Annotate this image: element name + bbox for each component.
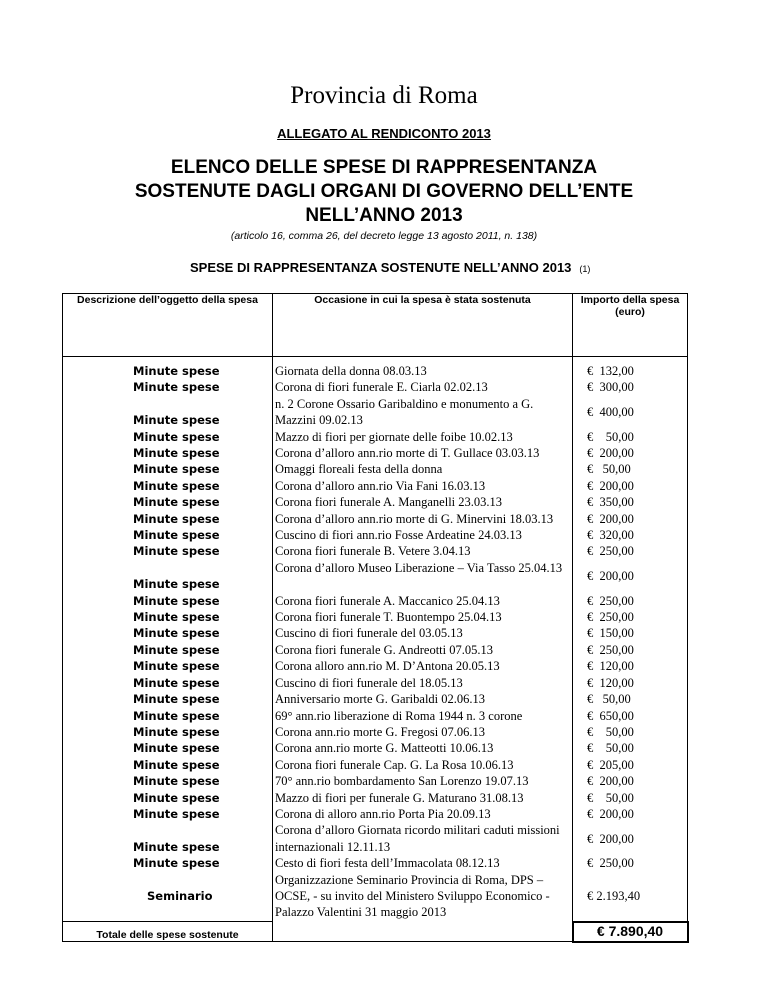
row-amount: € 250,00	[573, 642, 688, 658]
row-occasion: Corona fiori funerale A. Manganelli 23.03.13	[273, 494, 573, 510]
table-row	[63, 740, 688, 756]
total-empty-cell	[273, 922, 573, 942]
row-occasion: n. 2 Corone Ossario Garibaldino e monumento a G. Mazzini 09.02.13	[273, 396, 573, 429]
row-occasion: Corona fiori funerale A. Maccanico 25.04.13	[273, 593, 573, 609]
row-amount: € 120,00	[573, 675, 688, 691]
row-amount: € 50,00	[573, 461, 688, 477]
row-amount: € 250,00	[573, 593, 688, 609]
row-occasion: Corona fiori funerale B. Vetere 3.04.13	[273, 543, 573, 559]
row-description: Minute spese	[63, 708, 273, 724]
row-amount: € 120,00	[573, 658, 688, 674]
row-occasion: Corona ann.rio morte G. Fregosi 07.06.13	[273, 724, 573, 740]
row-occasion: Corona fiori funerale T. Buontempo 25.04.13	[273, 609, 573, 625]
row-occasion: Cuscino di fiori funerale del 03.05.13	[273, 625, 573, 641]
row-description: Minute spese	[63, 461, 273, 477]
table-body	[63, 357, 688, 922]
table-row	[63, 855, 688, 871]
table-row	[63, 757, 688, 773]
row-description: Minute spese	[63, 790, 273, 806]
total-row	[63, 922, 688, 942]
row-description: Minute spese	[63, 494, 273, 510]
heading-line: ELENCO DELLE SPESE DI RAPPRESENTANZA	[170, 157, 598, 178]
row-description: Minute spese	[63, 724, 273, 740]
row-description: Minute spese	[63, 379, 273, 395]
row-description: Minute spese	[63, 543, 273, 559]
row-occasion: Giornata della donna 08.03.13	[273, 363, 573, 379]
row-description: Minute spese	[63, 527, 273, 543]
total-label: Totale delle spese sostenute	[63, 922, 273, 942]
row-description: Minute spese	[63, 773, 273, 789]
table-row	[63, 658, 688, 674]
heading-line: NELL’ANNO 2013	[305, 205, 463, 226]
table-row	[63, 609, 688, 625]
row-description: Minute spese	[63, 855, 273, 871]
column-header-amount: Importo della spesa (euro)	[573, 294, 688, 357]
row-amount: € 200,00	[573, 511, 688, 527]
row-description: Seminario	[63, 872, 273, 922]
row-amount: € 200,00	[573, 806, 688, 822]
table-row	[63, 593, 688, 609]
row-description: Minute spese	[63, 822, 273, 855]
table-row	[63, 478, 688, 494]
row-occasion: 69° ann.rio liberazione di Roma 1944 n. 3 corone	[273, 708, 573, 724]
row-amount: € 250,00	[573, 855, 688, 871]
row-description: Minute spese	[63, 511, 273, 527]
row-amount: € 200,00	[573, 822, 688, 855]
row-occasion: Corona ann.rio morte G. Matteotti 10.06.13	[273, 740, 573, 756]
row-amount: € 2.193,40	[573, 872, 688, 922]
table-row	[63, 461, 688, 477]
row-occasion: Corona alloro ann.rio M. D’Antona 20.05.13	[273, 658, 573, 674]
footnote-marker: (1)	[579, 264, 591, 274]
table-row	[63, 511, 688, 527]
row-amount: € 132,00	[573, 363, 688, 379]
row-occasion: Corona d’alloro ann.rio morte di T. Gullace 03.03.13	[273, 445, 573, 461]
table-row	[63, 872, 688, 922]
row-amount: € 400,00	[573, 396, 688, 429]
row-description: Minute spese	[63, 642, 273, 658]
row-amount: € 250,00	[573, 609, 688, 625]
row-amount: € 350,00	[573, 494, 688, 510]
row-occasion: Corona d’alloro Museo Liberazione – Via Tasso 25.04.13	[273, 560, 573, 593]
heading-line: SOSTENUTE DAGLI ORGANI DI GOVERNO DELL’ENTE	[134, 181, 634, 202]
table-row	[63, 543, 688, 559]
total-value: € 7.890,40	[573, 922, 688, 942]
row-amount: € 50,00	[573, 790, 688, 806]
table-row	[63, 773, 688, 789]
row-occasion: Corona d’alloro ann.rio Via Fani 16.03.13	[273, 478, 573, 494]
row-amount: € 300,00	[573, 379, 688, 395]
row-amount: € 50,00	[573, 429, 688, 445]
row-occasion: Cesto di fiori festa dell’Immacolata 08.12.13	[273, 855, 573, 871]
row-description: Minute spese	[63, 593, 273, 609]
row-amount: € 50,00	[573, 724, 688, 740]
row-occasion: Cuscino di fiori funerale del 18.05.13	[273, 675, 573, 691]
row-occasion: Corona di alloro ann.rio Porta Pia 20.09.13	[273, 806, 573, 822]
table-row	[63, 790, 688, 806]
row-occasion: Omaggi floreali festa della donna	[273, 461, 573, 477]
row-occasion: Corona d’alloro Giornata ricordo militari caduti missioni internazionali 12.11.13	[273, 822, 573, 855]
row-occasion: Cuscino di fiori ann.rio Fosse Ardeatine 24.03.13	[273, 527, 573, 543]
row-amount: € 200,00	[573, 773, 688, 789]
row-occasion: 70° ann.rio bombardamento San Lorenzo 19.07.13	[273, 773, 573, 789]
table-row	[63, 822, 688, 855]
subheading-text: SPESE DI RAPPRESENTANZA SOSTENUTE NELL’ANNO 2013	[190, 260, 572, 275]
row-amount: € 200,00	[573, 478, 688, 494]
table-row	[63, 445, 688, 461]
column-header-occasion: Occasione in cui la spesa è stata sostenuta	[273, 294, 573, 357]
row-occasion: Mazzo di fiori per giornate delle foibe 10.02.13	[273, 429, 573, 445]
table-row	[63, 560, 688, 593]
section-subheading	[190, 260, 590, 275]
row-occasion: Anniversario morte G. Garibaldi 02.06.13	[273, 691, 573, 707]
column-header-description: Descrizione dell’oggetto della spesa	[63, 294, 273, 357]
table-row	[63, 429, 688, 445]
row-description: Minute spese	[63, 806, 273, 822]
table-row	[63, 642, 688, 658]
table-row	[63, 708, 688, 724]
row-amount: € 200,00	[573, 560, 688, 593]
row-description: Minute spese	[63, 757, 273, 773]
row-amount: € 320,00	[573, 527, 688, 543]
row-amount: € 150,00	[573, 625, 688, 641]
table-row	[63, 379, 688, 395]
row-description: Minute spese	[63, 363, 273, 379]
row-description: Minute spese	[63, 396, 273, 429]
page-title: Provincia di Roma	[290, 82, 478, 109]
row-amount: € 200,00	[573, 445, 688, 461]
table-row	[63, 396, 688, 429]
row-description: Minute spese	[63, 478, 273, 494]
table-row	[63, 724, 688, 740]
table-header-row	[63, 294, 688, 357]
row-amount: € 250,00	[573, 543, 688, 559]
expenses-table	[62, 293, 689, 943]
row-amount: € 205,00	[573, 757, 688, 773]
row-occasion: Corona fiori funerale G. Andreotti 07.05.13	[273, 642, 573, 658]
row-occasion: Corona d’alloro ann.rio morte di G. Minervini 18.03.13	[273, 511, 573, 527]
row-occasion: Mazzo di fiori per funerale G. Maturano 31.08.13	[273, 790, 573, 806]
table-row	[63, 363, 688, 379]
row-amount: € 650,00	[573, 708, 688, 724]
row-description: Minute spese	[63, 691, 273, 707]
legal-reference: (articolo 16, comma 26, del decreto legge 13 agosto 2011, n. 138)	[230, 230, 538, 242]
table-row	[63, 806, 688, 822]
row-description: Minute spese	[63, 658, 273, 674]
attachment-label: ALLEGATO AL RENDICONTO 2013	[277, 126, 491, 141]
row-description: Minute spese	[63, 609, 273, 625]
row-description: Minute spese	[63, 445, 273, 461]
row-occasion: Organizzazione Seminario Provincia di Roma, DPS – OCSE, - su invito del Ministero Sviluppo Economico - Palazzo Valentini 31 maggio 2013	[273, 872, 573, 922]
row-description: Minute spese	[63, 429, 273, 445]
table-row	[63, 527, 688, 543]
row-amount: € 50,00	[573, 691, 688, 707]
row-description: Minute spese	[63, 625, 273, 641]
row-occasion: Corona fiori funerale Cap. G. La Rosa 10.06.13	[273, 757, 573, 773]
table-row	[63, 675, 688, 691]
table-row	[63, 494, 688, 510]
row-description: Minute spese	[63, 740, 273, 756]
row-description: Minute spese	[63, 675, 273, 691]
table-row	[63, 691, 688, 707]
row-occasion: Corona di fiori funerale E. Ciarla 02.02.13	[273, 379, 573, 395]
table-row	[63, 625, 688, 641]
document-heading	[0, 156, 768, 228]
row-amount: € 50,00	[573, 740, 688, 756]
row-description: Minute spese	[63, 560, 273, 593]
